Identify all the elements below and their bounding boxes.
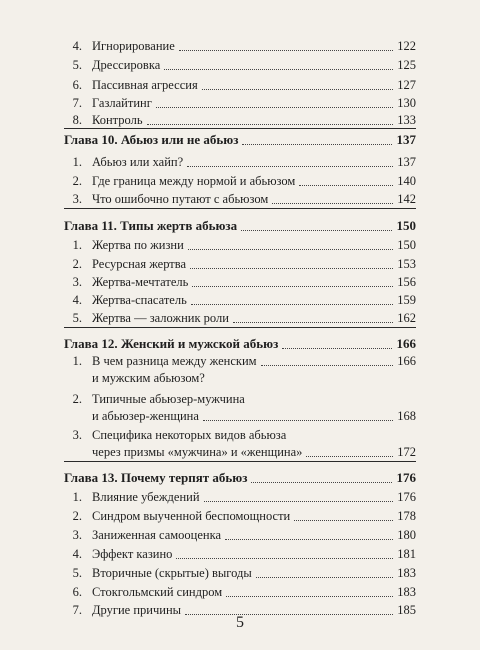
toc-entry[interactable] [0, 507, 480, 525]
toc-entry-number: 1. [72, 354, 82, 368]
dot-leader [242, 134, 392, 145]
toc-entry[interactable] [0, 583, 480, 601]
dot-leader [225, 529, 393, 540]
toc-entry[interactable] [0, 56, 480, 74]
toc-chapter-entry[interactable] [0, 335, 480, 353]
toc-entry-title: Ресурсная жертва [92, 257, 187, 271]
toc-entry-title: Синдром выученной беспомощности [92, 509, 291, 523]
dot-leader [192, 276, 393, 287]
chapter-title: Глава 12. Женский и мужской абьюз [64, 336, 279, 351]
dot-leader [187, 156, 393, 167]
dot-leader [179, 40, 394, 51]
dot-leader [191, 294, 393, 305]
toc-page-number: 156 [397, 275, 416, 289]
toc-entry[interactable] [0, 37, 480, 55]
toc-chapter-entry[interactable] [0, 469, 480, 487]
toc-entry-number: 5. [72, 58, 82, 72]
toc-entry[interactable] [0, 526, 480, 544]
toc-entry-number: 6. [72, 78, 82, 92]
toc-page-number: 162 [397, 311, 416, 325]
toc-page-number: 178 [397, 509, 416, 523]
toc-page-number: 176 [396, 470, 416, 485]
dot-leader [233, 312, 393, 323]
dot-leader [156, 97, 393, 108]
toc-entry-number: 3. [72, 428, 82, 442]
toc-entry[interactable] [0, 273, 480, 291]
toc-entry-title: Жертва — заложник роли [92, 311, 229, 325]
toc-page-number: 180 [397, 528, 416, 542]
toc-page-number: 172 [397, 445, 416, 459]
chapter-title: Глава 13. Почему терпят абьюз [64, 470, 248, 485]
toc-entry-title: Что ошибочно путают с абьюзом [92, 192, 269, 206]
toc-entry-number: 1. [72, 155, 82, 169]
toc-page-number: 168 [397, 409, 416, 423]
dot-leader [147, 114, 394, 125]
toc-entry[interactable] [0, 190, 480, 208]
toc-entry-title: Влияние убеждений [92, 490, 200, 504]
toc-page-number: 176 [397, 490, 416, 504]
toc-entry[interactable] [0, 443, 480, 461]
dot-leader [226, 586, 393, 597]
toc-entry-number: 7. [72, 96, 82, 110]
toc-entry-number: 2. [72, 257, 82, 271]
toc-entry-title: Дрессировка [92, 58, 161, 72]
section-divider [64, 128, 416, 129]
toc-entry-number: 5. [72, 566, 82, 580]
toc-entry[interactable] [0, 94, 480, 112]
toc-entry-number: 4. [72, 293, 82, 307]
toc-page-number: 181 [397, 547, 416, 561]
toc-entry-number: 3. [72, 192, 82, 206]
toc-entry-title: Вторичные (скрытые) выгоды [92, 566, 252, 580]
toc-entry[interactable] [0, 390, 480, 408]
toc-entry-number: 3. [72, 528, 82, 542]
toc-entry[interactable] [0, 564, 480, 582]
toc-page-number: 127 [397, 78, 416, 92]
toc-entry-number: 2. [72, 174, 82, 188]
toc-entry[interactable] [0, 488, 480, 506]
toc-page-number: 137 [397, 155, 416, 169]
toc-entry-title: Эффект казино [92, 547, 173, 561]
toc-entry[interactable] [0, 545, 480, 563]
dot-leader [190, 258, 393, 269]
toc-entry-title: Абьюз или хайп? [92, 155, 184, 169]
toc-entry-title: Газлайтинг [92, 96, 152, 110]
toc-entry-number: 8. [72, 113, 82, 127]
dot-leader [251, 472, 392, 483]
toc-entry-number: 1. [72, 490, 82, 504]
toc-entry[interactable] [0, 153, 480, 171]
toc-entry-title: Игнорирование [92, 39, 175, 53]
toc-page-number: 166 [397, 354, 416, 368]
toc-chapter-entry[interactable] [0, 217, 480, 235]
toc-entry-number: 7. [72, 603, 82, 617]
section-divider [64, 327, 416, 328]
toc-entry-title: Пассивная агрессия [92, 78, 198, 92]
page-number: 5 [236, 614, 244, 631]
dot-leader [164, 59, 393, 70]
toc-entry-title: Жертва-спасатель [92, 293, 187, 307]
toc-entry-title: Контроль [92, 113, 143, 127]
toc-page-number: 150 [396, 218, 416, 233]
toc-page-number: 183 [397, 566, 416, 580]
toc-entry-title: В чем разница между женским [92, 354, 257, 368]
dot-leader [202, 79, 394, 90]
toc-page-number: 150 [397, 238, 416, 252]
toc-entry-title: Типичные абьюзер-мужчина [92, 392, 245, 406]
toc-page-number: 137 [396, 132, 416, 147]
toc-entry[interactable] [0, 236, 480, 254]
toc-entry[interactable] [0, 255, 480, 273]
toc-page-number: 159 [397, 293, 416, 307]
chapter-title: Глава 10. Абьюз или не абьюз [64, 132, 239, 147]
toc-chapter-entry[interactable] [0, 131, 480, 149]
toc-page-number: 185 [397, 603, 416, 617]
toc-page-number: 140 [397, 174, 416, 188]
toc-page-number: 166 [396, 336, 416, 351]
toc-page-number: 183 [397, 585, 416, 599]
toc-entry[interactable] [0, 426, 480, 444]
toc-page-number: 130 [397, 96, 416, 110]
dot-leader [241, 220, 392, 231]
toc-entry[interactable] [0, 352, 480, 370]
dot-leader [176, 548, 393, 559]
toc-entry-title: через призмы «мужчина» и «женщина» [92, 445, 303, 459]
toc-page-number: 153 [397, 257, 416, 271]
section-divider [64, 208, 416, 209]
toc-page-number: 142 [397, 192, 416, 206]
toc-entry-title: Жертва-мечтатель [92, 275, 189, 289]
toc-entry-number: 1. [72, 238, 82, 252]
toc-entry-title: Специфика некоторых видов абьюза [92, 428, 287, 442]
toc-entry-number: 3. [72, 275, 82, 289]
toc-entry-number: 4. [72, 39, 82, 53]
dot-leader [188, 239, 393, 250]
toc-entry-title: Заниженная самооценка [92, 528, 222, 542]
toc-entry[interactable] [0, 111, 480, 129]
toc-entry-title: и мужским абьюзом? [92, 371, 205, 385]
toc-entry-title: и абьюзер-женщина [92, 409, 199, 423]
toc-entry[interactable] [0, 309, 480, 327]
section-divider [64, 461, 416, 462]
toc-page-number: 125 [397, 58, 416, 72]
dot-leader [256, 567, 393, 578]
toc-entry-number: 4. [72, 547, 82, 561]
toc-page-number: 122 [397, 39, 416, 53]
dot-leader [203, 410, 393, 421]
toc-page-number: 133 [397, 113, 416, 127]
chapter-title: Глава 11. Типы жертв абьюза [64, 218, 238, 233]
toc-entry[interactable] [0, 369, 480, 387]
toc-entry-title: Другие причины [92, 603, 182, 617]
toc-entry[interactable] [0, 291, 480, 309]
toc-entry[interactable] [0, 172, 480, 190]
toc-entry-number: 5. [72, 311, 82, 325]
toc-entry[interactable] [0, 407, 480, 425]
toc-entry-title: Стокгольмский синдром [92, 585, 223, 599]
toc-entry-title: Жертва по жизни [92, 238, 184, 252]
toc-entry-number: 2. [72, 392, 82, 406]
toc-entry-title: Где граница между нормой и абьюзом [92, 174, 296, 188]
toc-entry[interactable] [0, 76, 480, 94]
dot-leader [261, 355, 394, 366]
toc-entry-number: 2. [72, 509, 82, 523]
toc-entry-number: 6. [72, 585, 82, 599]
dot-leader [204, 491, 394, 502]
